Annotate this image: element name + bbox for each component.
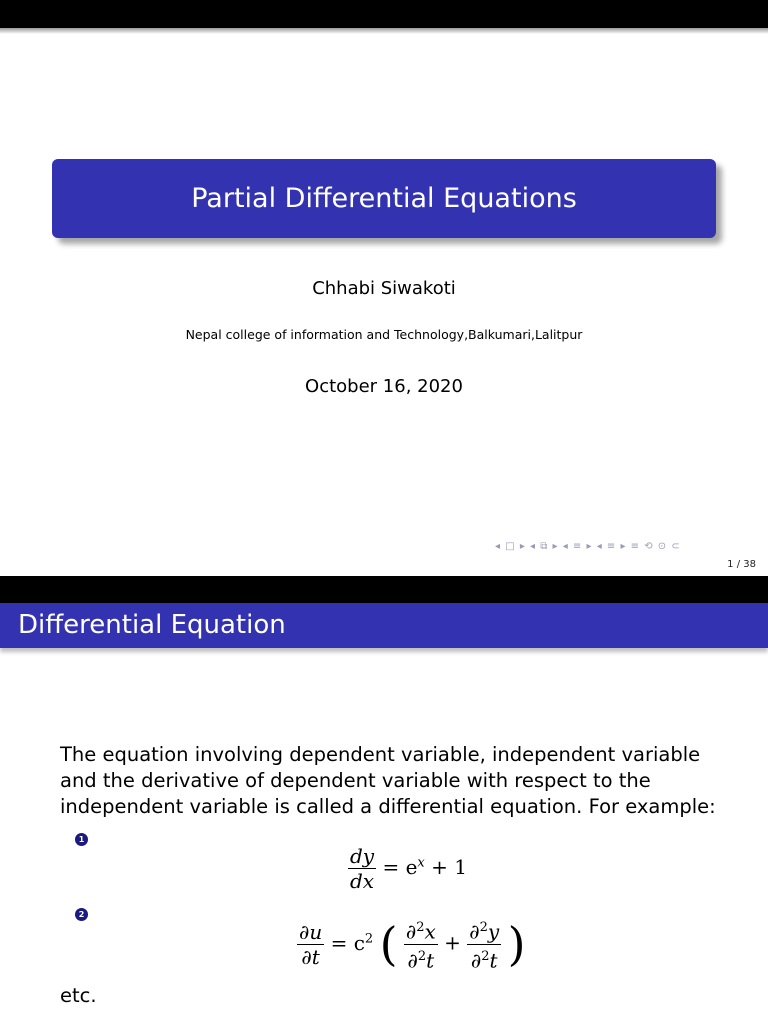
fraction-denominator [469, 945, 500, 973]
fraction-numerator [404, 916, 438, 945]
equation-rhs [382, 855, 467, 879]
order: 2 [416, 920, 425, 935]
fraction-du-dt [297, 920, 324, 969]
enum-bullet-2: 2 [75, 908, 88, 921]
partial-symbol: ∂ [470, 948, 482, 973]
coefficient-exponent: 2 [364, 931, 374, 946]
variable: x [424, 919, 436, 944]
variable: t [489, 948, 498, 973]
fraction-numerator [467, 916, 501, 945]
variable: t [426, 948, 435, 973]
rhs-base: = e [382, 855, 418, 879]
fraction-numerator: dy [350, 844, 375, 868]
author-name: Chhabi Siwakoti [312, 278, 456, 299]
variable: y [487, 919, 500, 944]
content-slide [0, 576, 768, 1024]
top-black-bar [0, 0, 768, 28]
fraction-denominator [405, 945, 436, 973]
partial-symbol: ∂ [469, 919, 480, 944]
fraction-d2y-d2t [467, 916, 501, 972]
plus-sign: + [444, 930, 461, 955]
institute-name: Nepal college of information and Technology,Balkumari,Lalitpur [185, 327, 583, 342]
frame-title: Differential Equation [0, 603, 768, 648]
navigation-symbols[interactable]: ◂ □ ▸ ◂ ⧉ ▸ ◂ ≡ ▸ ◂ ≡ ▸ ≡ ⟲ ⊙ ⊂ [495, 541, 681, 552]
order: 2 [481, 948, 490, 964]
rhs-tail: + 1 [424, 855, 467, 879]
fraction-denominator: dx [350, 869, 375, 893]
presentation-date: October 16, 2020 [305, 376, 463, 397]
fraction-numerator: ∂u [299, 919, 323, 944]
definition-paragraph: The equation involving dependent variable, independent variable and the derivative of dependent variable with respect to the independent variable is called a differential equation. For example: [60, 743, 716, 818]
partial-symbol: ∂ [407, 948, 418, 973]
closing-text: etc. [60, 984, 97, 1007]
top-black-bar [0, 576, 768, 604]
coefficient [331, 931, 374, 955]
slide-title: Partial Differential Equations [52, 159, 716, 238]
rhs-exponent: x [417, 855, 425, 871]
order: 2 [417, 948, 427, 964]
left-paren: ( [379, 917, 398, 972]
top-bar-shadow [0, 28, 768, 34]
equation-1 [348, 844, 467, 893]
partial-symbol: ∂ [405, 919, 417, 944]
right-paren: ) [507, 917, 526, 972]
fraction-d2x-d2t [404, 916, 438, 972]
page-number: 1 / 38 [727, 559, 756, 570]
fraction-denominator: ∂t [301, 944, 320, 969]
enum-bullet-1: 1 [75, 833, 88, 846]
coefficient-base: = c [330, 930, 365, 955]
order: 2 [479, 920, 488, 935]
fraction-dy-dx [348, 844, 376, 893]
equation-2 [297, 916, 526, 972]
